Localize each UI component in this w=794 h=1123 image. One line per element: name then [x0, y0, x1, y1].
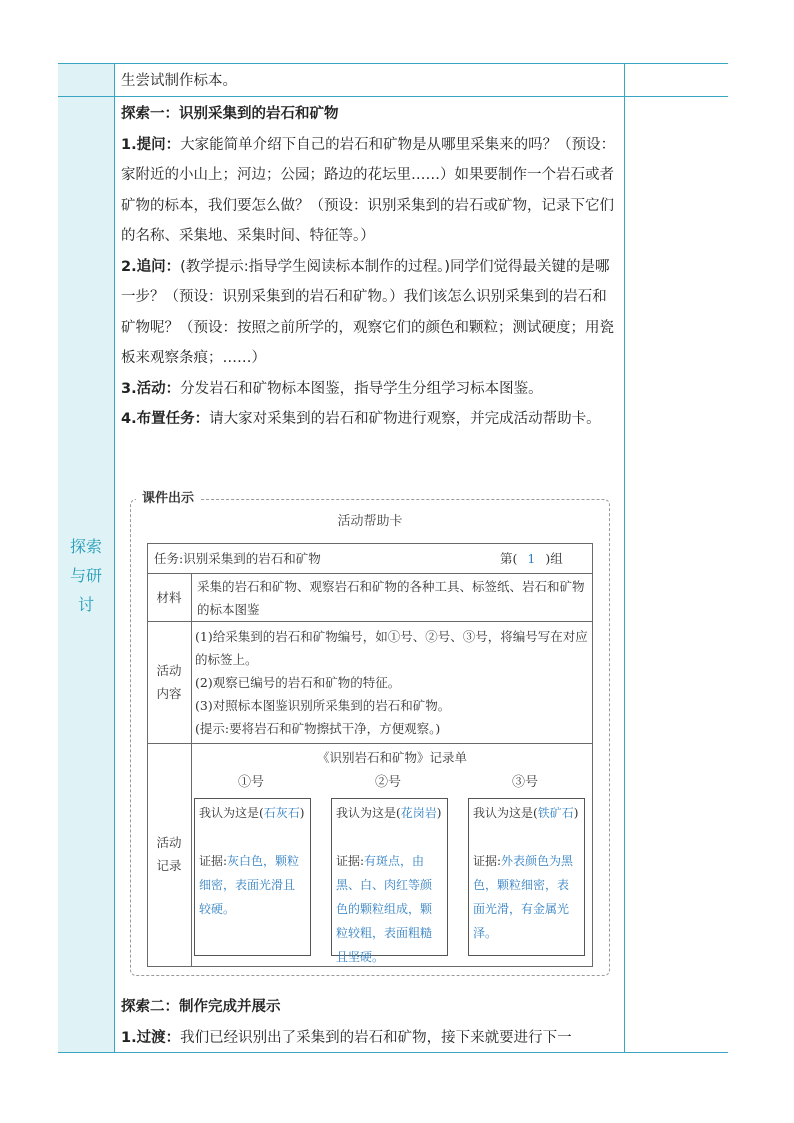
- record-title: 《识别岩石和矿物》记录单: [316, 750, 467, 765]
- task-label: 任务:: [154, 551, 184, 566]
- explore1-paragraph-2: [121, 252, 619, 374]
- p2-label: 2.追问：: [121, 258, 181, 275]
- explore2-paragraph-1: [121, 1023, 619, 1054]
- record-label-line: 活动: [156, 835, 182, 850]
- record-label: [148, 831, 190, 877]
- explore1-section: [121, 99, 619, 435]
- record-close: ): [436, 806, 442, 820]
- top-row-text: [121, 66, 619, 97]
- p4-text: 请大家对采集到的岩石和矿物进行观察，并完成活动帮助卡。: [209, 411, 601, 427]
- explore2-section: [121, 992, 619, 1053]
- p3-label: 3.活动：: [121, 380, 181, 397]
- table-col-divider-2: [624, 63, 625, 1052]
- top-row-line: 生尝试制作标本。: [121, 73, 237, 89]
- task-row: [154, 548, 321, 570]
- record-name: 石灰石: [263, 806, 300, 820]
- p1-text: 大家能简单介绍下自己的岩石和矿物是从哪里采集来的吗？（预设：家附近的小山上；河边；公园；路边的花坛里……）如果要制作一个岩石或者矿物的标本，我们要怎么做？（预设：识别采集到的岩石或矿物，记录下它们的名称、采集地、采集时间、特征等。）: [121, 136, 616, 244]
- evidence-label: 证据:: [199, 854, 228, 868]
- record-box-1: [194, 798, 311, 956]
- p2-text: (教学提示:指导学生阅读标本制作的过程。)同学们觉得最关键的是哪一步？（预设：识别采集到的岩石和矿物。）我们该怎么识别采集到的岩石和矿物呢？（预设：按照之前所学的，观察它们的颜色和颗粒；测试硬度；用瓷板来观察条痕；……）: [121, 258, 614, 366]
- content-item: (1)给采集到的岩石和矿物编号，如①号、②号、③号，将编号写在对应的标签上。: [195, 629, 588, 667]
- table-top-border: [58, 63, 728, 64]
- explore2-heading: 探索二：制作完成并展示: [121, 999, 281, 1015]
- record-box-2: [331, 798, 448, 964]
- evidence-label: 证据:: [336, 854, 365, 868]
- record-2-number: ②号: [375, 775, 402, 790]
- record-name: 花岗岩: [400, 806, 437, 820]
- evidence-text: 有斑点，由黑、白、肉红等颜色的颗粒组成，颗粒较粗，表面粗糙且坚硬。: [336, 854, 433, 964]
- p1-label: 1.提问：: [121, 136, 181, 153]
- group-num: 1: [527, 551, 536, 566]
- material-text: 采集的岩石和矿物、观察岩石和矿物的各种工具、标签纸、岩石和矿物的标本图鉴: [197, 579, 585, 617]
- card-col-divider: [191, 573, 192, 967]
- evidence-text: 灰白色，颗粒细密，表面光滑且较硬。: [199, 854, 300, 916]
- record-evidence: [473, 849, 580, 945]
- explore1-paragraph-4: [121, 404, 619, 435]
- task-text: 识别采集到的岩石和矿物: [183, 551, 321, 566]
- p4-label: 4.布置任务：: [121, 411, 210, 427]
- record-answer: [473, 801, 580, 849]
- content-list: [195, 625, 589, 740]
- card-title: 活动帮助卡: [337, 514, 403, 529]
- record-close: ): [573, 806, 579, 820]
- e2-p1-text: 我们已经识别出了采集到的岩石和矿物，接下来就要进行下一: [180, 1029, 572, 1046]
- card-row-divider: [147, 743, 593, 744]
- content-item: (3)对照标本图鉴识别所采集到的岩石和矿物。: [195, 698, 451, 713]
- e2-p1-label: 1.过渡：: [121, 1029, 181, 1046]
- record-answer: [199, 801, 306, 849]
- record-prefix: 我认为这是(: [473, 806, 538, 820]
- card-row-divider: [147, 621, 593, 622]
- record-1-number: ①号: [238, 775, 265, 790]
- table-col-divider-1: [114, 63, 115, 1052]
- record-prefix: 我认为这是(: [336, 806, 401, 820]
- content-item: (提示:要将岩石和矿物擦拭干净，方便观察。): [195, 721, 441, 736]
- explore1-paragraph-1: [121, 130, 619, 252]
- record-3-number: ③号: [512, 775, 539, 790]
- evidence-text: 外表颜色为黑色，颗粒细密，表面光滑，有金属光泽。: [473, 854, 574, 940]
- label-cell-top: [58, 64, 114, 96]
- material-label: 材料: [156, 590, 182, 605]
- group-suffix: )组: [545, 551, 563, 566]
- p3-text: 分发岩石和矿物标本图鉴，指导学生分组学习标本图鉴。: [180, 380, 543, 397]
- section-label-line: 探索: [69, 537, 102, 556]
- explore1-paragraph-3: [121, 374, 619, 405]
- group-prefix: 第(: [500, 551, 518, 566]
- explore1-heading: 探索一：识别采集到的岩石和矿物: [121, 106, 339, 122]
- section-label-line: 与研: [69, 566, 102, 585]
- record-close: ): [299, 806, 305, 820]
- record-prefix: 我认为这是(: [199, 806, 264, 820]
- record-evidence: [199, 849, 306, 921]
- content-label: [148, 659, 190, 705]
- group-number: [500, 548, 563, 570]
- content-label-line: 内容: [156, 686, 182, 701]
- record-label-line: 记录: [156, 858, 182, 873]
- card-row-divider: [147, 573, 593, 574]
- record-evidence: [336, 849, 443, 969]
- courseware-tag: 课件出示: [136, 489, 200, 509]
- record-answer: [336, 801, 443, 849]
- section-label-line: 讨: [77, 595, 94, 614]
- section-label: [58, 532, 114, 619]
- content-label-line: 活动: [156, 663, 182, 678]
- record-name: 铁矿石: [537, 806, 574, 820]
- record-box-3: [468, 798, 585, 956]
- evidence-label: 证据:: [473, 854, 502, 868]
- content-item: (2)观察已编号的岩石和矿物的特征。: [195, 675, 401, 690]
